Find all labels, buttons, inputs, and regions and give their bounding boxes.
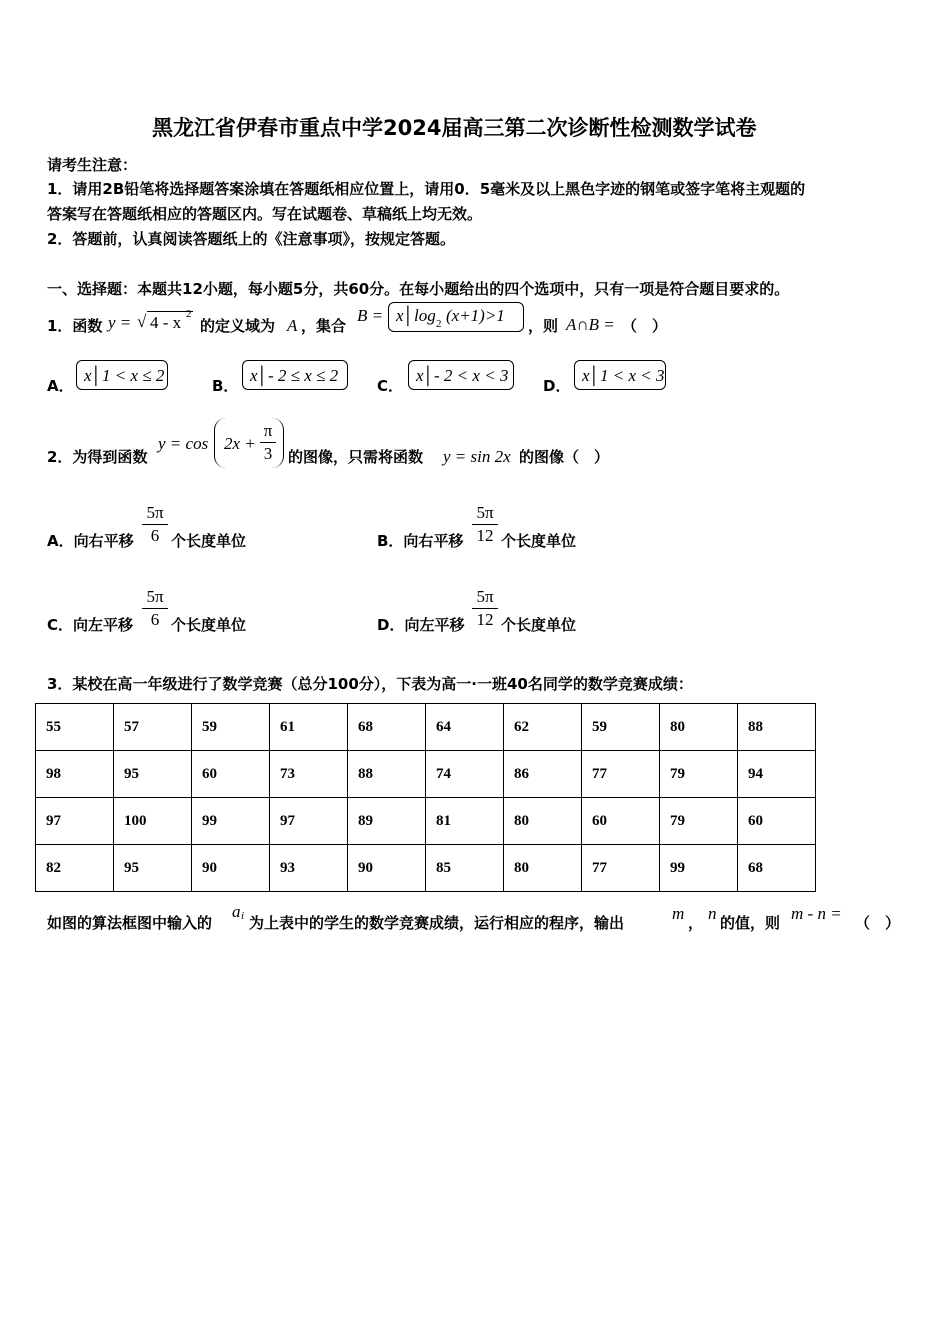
- table-row: [36, 704, 816, 751]
- table-cell: 98: [36, 751, 114, 798]
- table-cell: 77: [582, 751, 660, 798]
- q3-m: m: [672, 904, 685, 923]
- q1-prefix: 1．函数: [47, 317, 103, 335]
- q1-exponent: 2: [186, 308, 192, 320]
- table-cell: 80: [504, 798, 582, 845]
- table-cell: 86: [504, 751, 582, 798]
- table-cell: 90: [348, 845, 426, 892]
- q1-option-b: x│- 2 ≤ x ≤ 2: [250, 366, 339, 385]
- table-cell: 99: [192, 798, 270, 845]
- option-b-denominator: 12: [476, 526, 494, 545]
- q2-option-a-fraction: [142, 503, 168, 546]
- q1-mid2: ，集合: [301, 317, 347, 335]
- notice-item-1-line-2: 答案写在答题纸相应的答题区内。写在试题卷、草稿纸上均无效。: [47, 205, 483, 223]
- table-cell: 61: [270, 704, 348, 751]
- q3-paren: （ ）: [855, 914, 901, 932]
- notice-item-1-line-1: 1．请用2B铅笔将选择题答案涂填在答题纸相应位置上，请用0．5毫米及以上黑色字迹的钢笔或签字笔将主观题的: [47, 180, 806, 198]
- q1-option-d-label: D．: [543, 377, 571, 395]
- table-cell: 93: [270, 845, 348, 892]
- score-table: [35, 703, 816, 892]
- table-cell: 60: [582, 798, 660, 845]
- q2-pi-denominator: 3: [263, 444, 273, 463]
- section-heading: 一、选择题：本题共12小题，每小题5分，共60分。在每小题给出的四个选项中，只有一项是符合题目要求的。: [47, 280, 790, 298]
- table-cell: 94: [738, 751, 816, 798]
- table-cell: 68: [348, 704, 426, 751]
- q1-paren: （ ）: [622, 317, 668, 335]
- table-cell: 57: [114, 704, 192, 751]
- q1-option-b-label: B．: [212, 377, 239, 395]
- q3-ai-sub: i: [241, 910, 245, 922]
- table-row: [36, 751, 816, 798]
- sqrt-icon: √: [137, 312, 147, 331]
- q2-option-c-label: C．向左平移: [47, 616, 134, 634]
- q2-func-lhs: y = cos: [158, 434, 209, 453]
- q2-option-a-label: A．向右平移: [47, 532, 134, 550]
- table-cell: 73: [270, 751, 348, 798]
- q3-n: n: [708, 904, 717, 923]
- table-cell: 60: [192, 751, 270, 798]
- q2-option-c-fraction: [142, 587, 168, 630]
- q2-pi-numerator: π: [263, 421, 273, 440]
- q1-func: y =: [108, 313, 132, 332]
- table-cell: 88: [738, 704, 816, 751]
- q3-ai: a: [232, 902, 241, 921]
- q2-func2: y = sin 2x: [443, 447, 511, 466]
- fraction-bar: [472, 524, 498, 525]
- table-cell: 99: [660, 845, 738, 892]
- q3-after-prefix: 如图的算法框图中输入的: [47, 914, 213, 932]
- table-cell: 81: [426, 798, 504, 845]
- table-cell: 85: [426, 845, 504, 892]
- q2-pi-fraction: [260, 421, 276, 464]
- table-cell: 97: [270, 798, 348, 845]
- table-cell: 62: [504, 704, 582, 751]
- q3-after-mid2: 的值，则: [720, 914, 781, 932]
- table-cell: 59: [192, 704, 270, 751]
- q2-option-b-fraction: [472, 503, 498, 546]
- table-cell: 95: [114, 845, 192, 892]
- option-a-denominator: 6: [150, 526, 160, 545]
- option-c-numerator: 5π: [146, 587, 164, 606]
- page-title: 黑龙江省伊春市重点中学2024届高三第二次诊断性检测数学试卷: [152, 116, 757, 140]
- q2-option-d-fraction: [472, 587, 498, 630]
- q1-radicand: 4 - x: [150, 313, 182, 332]
- table-cell: 74: [426, 751, 504, 798]
- q1-mid3: ，则: [528, 317, 559, 335]
- option-a-numerator: 5π: [146, 503, 164, 522]
- q1-option-c: x│- 2 < x < 3: [416, 366, 509, 385]
- q1-expression: A∩B =: [566, 315, 615, 334]
- table-cell: 95: [114, 751, 192, 798]
- option-b-numerator: 5π: [476, 503, 494, 522]
- q2-option-c-unit: 个长度单位: [171, 616, 247, 634]
- q2-inner: 2x +: [224, 434, 256, 453]
- q2-option-b-unit: 个长度单位: [501, 532, 577, 550]
- q1-mid1: 的定义域为: [200, 317, 276, 335]
- table-cell: 79: [660, 798, 738, 845]
- table-cell: 64: [426, 704, 504, 751]
- table-cell: 88: [348, 751, 426, 798]
- table-cell: 82: [36, 845, 114, 892]
- q2-option-d-unit: 个长度单位: [501, 616, 577, 634]
- table-row: [36, 798, 816, 845]
- table-cell: 79: [660, 751, 738, 798]
- table-cell: 60: [738, 798, 816, 845]
- q2-prefix: 2．为得到函数: [47, 448, 148, 466]
- q1-option-c-label: C．: [377, 377, 404, 395]
- q1-option-a: x│1 < x ≤ 2: [84, 366, 165, 385]
- q1-option-a-label: A．: [47, 377, 74, 395]
- q1-set-b-rest: (x+1)>1: [446, 306, 505, 325]
- table-cell: 80: [504, 845, 582, 892]
- q2-option-a-unit: 个长度单位: [171, 532, 247, 550]
- q1-set-b-content: x│log: [396, 306, 436, 325]
- table-cell: 80: [660, 704, 738, 751]
- notice-heading: 请考生注意：: [47, 156, 138, 174]
- q3-after-mid1: 为上表中的学生的数学竞赛成绩，运行相应的程序，输出: [249, 914, 625, 932]
- q1-log-base: 2: [436, 318, 442, 330]
- table-cell: 90: [192, 845, 270, 892]
- table-cell: 77: [582, 845, 660, 892]
- table-cell: 89: [348, 798, 426, 845]
- table-row: [36, 845, 816, 892]
- option-d-denominator: 12: [476, 610, 494, 629]
- table-cell: 55: [36, 704, 114, 751]
- table-cell: 97: [36, 798, 114, 845]
- option-d-numerator: 5π: [476, 587, 494, 606]
- q3-m-minus-n: m - n =: [791, 904, 842, 923]
- option-c-denominator: 6: [150, 610, 160, 629]
- table-cell: 100: [114, 798, 192, 845]
- q1-option-d: x│1 < x < 3: [582, 366, 665, 385]
- q1-set-a: A: [287, 316, 298, 335]
- fraction-bar: [472, 608, 498, 609]
- table-cell: 59: [582, 704, 660, 751]
- fraction-bar: [260, 442, 276, 443]
- table-cell: 68: [738, 845, 816, 892]
- fraction-bar: [142, 608, 168, 609]
- q3-comma: ，: [688, 914, 704, 932]
- q2-mid: 的图像，只需将函数: [288, 448, 424, 466]
- fraction-bar: [142, 524, 168, 525]
- q1-set-b-lhs: B =: [357, 306, 384, 325]
- q2-suffix: 的图像（ ）: [519, 448, 610, 466]
- q3-stem: 3．某校在高一年级进行了数学竞赛（总分100分），下表为高一·一班40名同学的数学竞赛成绩：: [47, 675, 693, 693]
- q2-option-d-label: D．向左平移: [377, 616, 465, 634]
- notice-item-2: 2．答题前，认真阅读答题纸上的《注意事项》，按规定答题。: [47, 230, 455, 248]
- q2-option-b-label: B．向右平移: [377, 532, 464, 550]
